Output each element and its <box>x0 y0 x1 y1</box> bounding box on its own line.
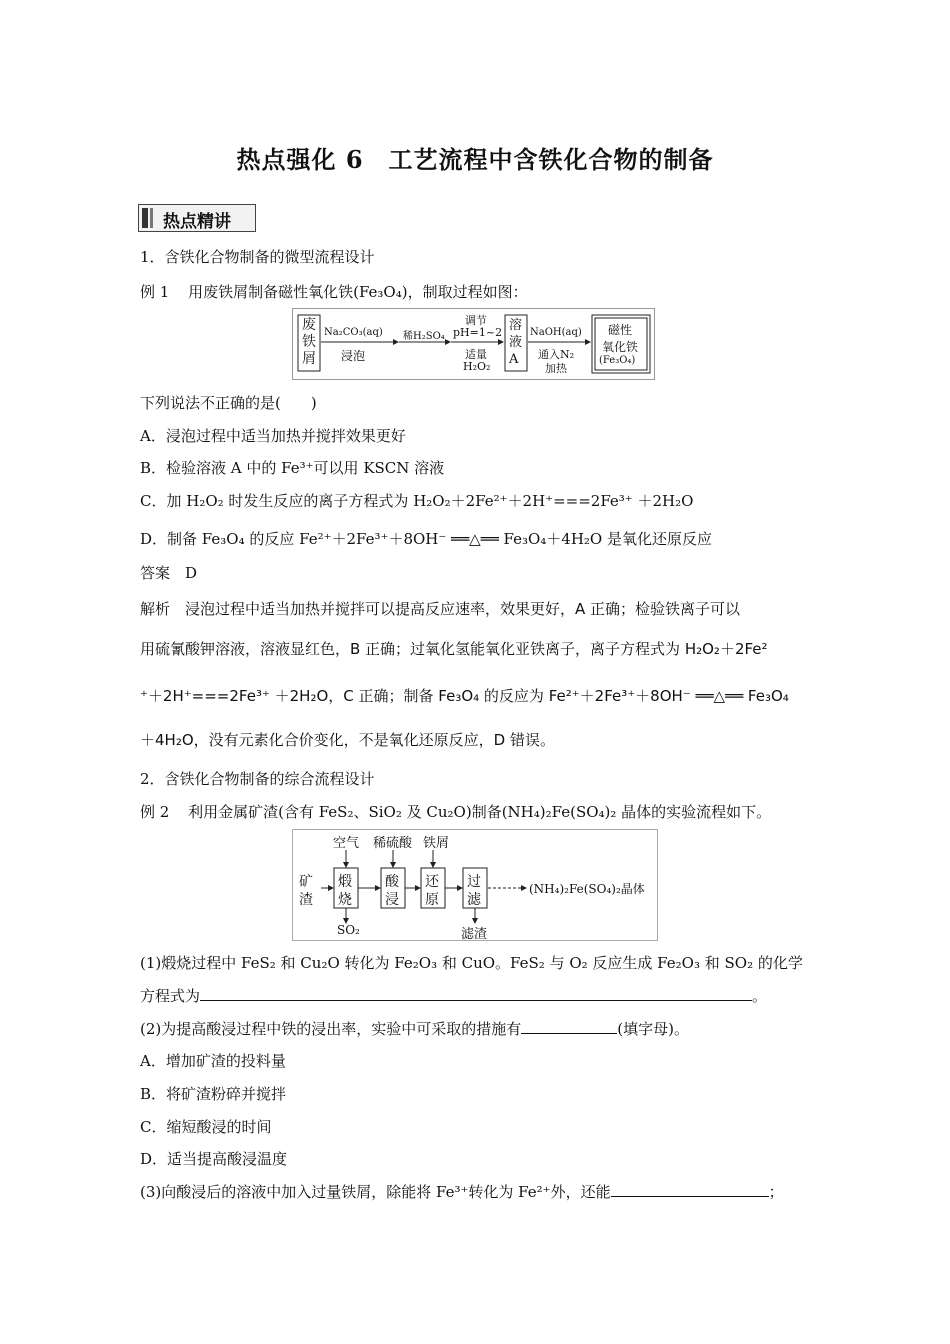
answer-blank-1[interactable] <box>200 986 752 1001</box>
flow-diagram-1 <box>292 308 655 380</box>
question-2-3 <box>140 1181 784 1202</box>
question-2-3-suffix: ； <box>768 1183 784 1201</box>
option-2-a: A．增加矿渣的投料量 <box>140 1052 286 1070</box>
flow1-start: 废铁屑 <box>302 317 316 367</box>
flow2-start1: 矿 <box>299 874 313 890</box>
flow1-r4-top: NaOH(aq) <box>530 327 582 338</box>
question-2-2-suffix: (填字母)。 <box>617 1020 689 1038</box>
example-2-line <box>140 801 771 822</box>
question-2-1-line-b <box>140 985 767 1006</box>
flow1-r2-top: 稀H₂SO₄ <box>403 331 445 342</box>
flow2-in3: 铁屑 <box>423 836 450 851</box>
flow2-b4a: 过 <box>467 874 481 890</box>
option-c: C．加 H₂O₂ 时发生反应的离子方程式为 H₂O₂＋2Fe²⁺＋2H⁺===2Fe³⁺ ＋2H₂O <box>140 492 694 510</box>
question-2-1-suffix: 。 <box>752 987 768 1005</box>
answer-blank-2[interactable] <box>521 1019 617 1034</box>
flow2-b1a: 煅 <box>338 874 352 890</box>
analysis-line-1: 解析 浸泡过程中适当加热并搅拌可以提高反应速率，效果更好，A 正确；检验铁离子可以 <box>140 600 741 618</box>
flow2-b3b: 原 <box>425 892 439 908</box>
flow1-r3-bot1: 适量 <box>465 348 487 361</box>
flow1-r3-bot2: H₂O₂ <box>463 360 491 373</box>
flow2-in1: 空气 <box>333 836 360 851</box>
option-2-b: B．将矿渣粉碎并搅拌 <box>140 1085 287 1103</box>
question-2-3-text: (3)向酸浸后的溶液中加入过量铁屑，除能将 Fe³⁺转化为 Fe²⁺外，还能 <box>140 1183 611 1201</box>
flow2-out1: SO₂ <box>337 923 360 937</box>
flow1-r4-bot2: 加热 <box>545 362 567 375</box>
section-badge <box>138 204 256 232</box>
flow2-product: (NH₄)₂Fe(SO₄)₂晶体 <box>529 882 645 896</box>
flow1-end1: 磁性 <box>608 323 633 337</box>
answer-blank-3[interactable] <box>611 1182 769 1197</box>
flow2-start2: 渣 <box>299 892 313 908</box>
flow1-r4-bot1: 通入N₂ <box>538 348 575 361</box>
flow2-out2: 滤渣 <box>461 927 488 942</box>
question-2-1-prefix: 方程式为 <box>140 987 201 1005</box>
flow1-r3-top1: 调节 <box>465 314 487 327</box>
question-2-2 <box>140 1018 689 1039</box>
option-d: D．制备 Fe₃O₄ 的反应 Fe²⁺＋2Fe³⁺＋8OH⁻ ══△══ Fe₃O₄＋4H₂O 是氧化还原反应 <box>140 530 712 548</box>
badge-label: 热点精讲 <box>163 212 231 232</box>
flow1-end2: 氧化铁 <box>602 340 639 354</box>
flow2-b4b: 滤 <box>467 892 481 908</box>
question-2-1-line-a: (1)煅烧过程中 FeS₂ 和 Cu₂O 转化为 Fe₂O₃ 和 CuO。FeS₂ 与 O₂ 反应生成 Fe₂O₃ 和 SO₂ 的化学 <box>140 954 803 972</box>
flow1-mid: 溶液A <box>509 318 523 367</box>
flow2-b2b: 浸 <box>385 892 399 908</box>
section-1-heading: 1．含铁化合物制备的微型流程设计 <box>140 248 375 266</box>
flow2-b3a: 还 <box>425 874 439 890</box>
flow1-end3: (Fe₃O₄) <box>599 355 636 366</box>
flow2-b1b: 烧 <box>338 892 352 908</box>
answer-1: 答案 D <box>140 564 198 582</box>
example-2-label: 例 2 <box>140 803 170 821</box>
question-1: 下列说法不正确的是( ) <box>140 394 317 412</box>
flow1-r1-top: Na₂CO₃(aq) <box>324 327 383 338</box>
badge-bar-light <box>150 208 153 228</box>
example-1-line <box>140 281 528 302</box>
flow1-r3-top2: pH=1~2 <box>453 326 503 339</box>
flow-diagram-2 <box>292 829 658 941</box>
page-title: 热点强化 6 工艺流程中含铁化合物的制备 <box>236 145 714 174</box>
flow2-in2: 稀硫酸 <box>373 836 413 851</box>
section-2-heading: 2．含铁化合物制备的综合流程设计 <box>140 770 375 788</box>
flow2-b2a: 酸 <box>385 874 399 890</box>
option-b: B．检验溶液 A 中的 Fe³⁺可以用 KSCN 溶液 <box>140 459 445 477</box>
option-a: A．浸泡过程中适当加热并搅拌效果更好 <box>140 427 406 445</box>
analysis-line-4: ＋4H₂O，没有元素化合价变化，不是氧化还原反应，D 错误。 <box>140 731 555 749</box>
question-2-2-text: (2)为提高酸浸过程中铁的浸出率，实验中可采取的措施有 <box>140 1020 522 1038</box>
example-2-text: 利用金属矿渣(含有 FeS₂、SiO₂ 及 Cu₂O)制备(NH₄)₂Fe(SO₄)₂ 晶体的实验流程如下。 <box>188 803 772 821</box>
example-1-text: 用废铁屑制备磁性氧化铁(Fe₃O₄)，制取过程如图： <box>188 283 528 301</box>
badge-bar <box>142 208 148 228</box>
option-2-c: C．缩短酸浸的时间 <box>140 1118 272 1136</box>
option-2-d: D．适当提高酸浸温度 <box>140 1150 288 1168</box>
example-1-label: 例 1 <box>140 283 170 301</box>
analysis-line-3: ⁺＋2H⁺===2Fe³⁺ ＋2H₂O，C 正确；制备 Fe₃O₄ 的反应为 Fe²⁺＋2Fe³⁺＋8OH⁻ ══△══ Fe₃O₄ <box>140 687 789 705</box>
analysis-line-2: 用硫氰酸钾溶液，溶液显红色，B 正确；过氧化氢能氧化亚铁离子，离子方程式为 H₂O₂＋2Fe² <box>140 640 768 658</box>
flow1-r1-bot: 浸泡 <box>341 349 366 363</box>
